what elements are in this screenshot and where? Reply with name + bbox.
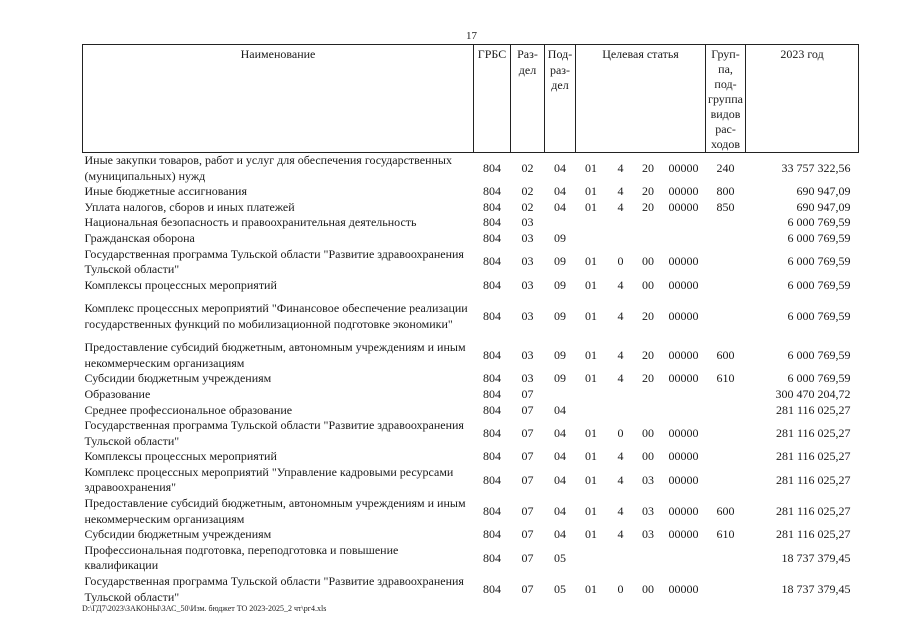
row-amount: 690 947,09 (796, 199, 851, 214)
row-target-subprogram (635, 215, 662, 231)
row-podrazdel: 09 (554, 371, 566, 386)
row-grbs: 804 (483, 402, 501, 417)
row-target-program: 01 (585, 503, 597, 518)
table-row (83, 465, 859, 496)
row-target-direction: 00000 (668, 308, 699, 323)
row-target-direction: 00000 (668, 371, 699, 386)
row-target-type: 4 (617, 184, 624, 199)
row-target-type: 0 (617, 581, 624, 596)
row-target-direction: 00000 (668, 160, 699, 175)
row-grbs: 804 (483, 472, 501, 487)
row-amount: 6 000 769,59 (787, 277, 851, 292)
table-row (83, 449, 859, 465)
row-grbs: 804 (483, 254, 501, 269)
row-target-program (576, 215, 607, 231)
row-grbs: 804 (483, 371, 501, 386)
table-body (83, 153, 859, 606)
row-name: Профессиональная подготовка, переподготовка и повышение квалификации (84, 542, 399, 573)
row-target-direction: 00000 (668, 277, 699, 292)
row-razdel: 03 (521, 347, 534, 362)
table-row (83, 403, 859, 419)
row-razdel: 03 (521, 308, 534, 323)
row-amount: 18 737 379,45 (781, 550, 851, 565)
row-target-subprogram: 03 (642, 503, 654, 518)
table-row (83, 340, 859, 371)
row-razdel: 03 (521, 215, 534, 230)
row-podrazdel: 04 (554, 402, 566, 417)
row-target-program (576, 231, 607, 247)
row-grbs: 804 (483, 308, 501, 323)
budget-table (82, 44, 859, 605)
table-row (83, 293, 859, 340)
row-amount: 281 116 025,27 (775, 503, 851, 518)
footer-file-path: D:\ГД7\2023\ЗАКОНЫ\ЗАС_50\Изм. бюджет ТО 2023-2025_2 чт\рг4.xls (82, 604, 327, 613)
row-expense-group: 600 (716, 347, 735, 362)
table-row (83, 247, 859, 278)
page-number: 17 (466, 30, 477, 42)
row-target-direction: 00000 (668, 184, 699, 199)
row-amount: 281 116 025,27 (775, 402, 851, 417)
row-name: Предоставление субсидий бюджетным, автономным учреждениям и иным некоммерческим организациям (84, 496, 466, 526)
row-target-direction (662, 387, 706, 403)
row-podrazdel: 09 (554, 230, 566, 245)
header-grbs: ГРБС (474, 45, 511, 153)
row-amount: 281 116 025,27 (775, 527, 851, 542)
row-target-direction (662, 231, 706, 247)
row-amount: 690 947,09 (796, 184, 851, 199)
row-expense-group (706, 278, 746, 294)
row-target-type: 4 (617, 449, 624, 464)
row-expense-group (706, 449, 746, 465)
header-year-2023: 2023 год (746, 45, 859, 153)
row-name: Государственная программа Тульской области "Развитие здравоохранения Тульской области" (84, 246, 464, 277)
row-grbs: 804 (483, 199, 501, 214)
row-razdel: 07 (521, 402, 534, 417)
row-podrazdel: 05 (554, 581, 566, 596)
row-target-direction: 00000 (668, 199, 699, 214)
table-row (83, 496, 859, 527)
row-target-direction: 00000 (668, 425, 699, 440)
row-amount: 300 470 204,72 (775, 386, 851, 401)
row-expense-group (706, 403, 746, 419)
row-target-program: 01 (585, 581, 597, 596)
row-podrazdel (545, 215, 576, 231)
row-expense-group (706, 247, 746, 278)
row-amount: 6 000 769,59 (787, 347, 851, 362)
row-target-type (607, 387, 635, 403)
row-name: Гражданская оборона (84, 230, 195, 245)
row-target-program: 01 (585, 160, 597, 175)
row-target-direction: 00000 (668, 472, 699, 487)
table-row (83, 574, 859, 605)
row-razdel: 07 (521, 449, 534, 464)
row-target-program: 01 (585, 449, 597, 464)
row-grbs: 804 (483, 386, 501, 401)
table-row (83, 278, 859, 294)
row-razdel: 07 (521, 386, 534, 401)
row-name: Комплексы процессных мероприятий (84, 277, 277, 292)
table-row (83, 418, 859, 449)
row-target-direction: 00000 (668, 581, 699, 596)
row-target-type (607, 403, 635, 419)
row-amount: 281 116 025,27 (775, 449, 851, 464)
row-target-program: 01 (585, 254, 597, 269)
row-target-type: 4 (617, 308, 624, 323)
row-target-subprogram: 00 (642, 425, 654, 440)
header-name: Наименование (83, 45, 474, 153)
row-name: Субсидии бюджетным учреждениям (84, 527, 272, 542)
row-target-program: 01 (585, 184, 597, 199)
row-expense-group (706, 465, 746, 496)
row-grbs: 804 (483, 503, 501, 518)
row-grbs: 804 (483, 550, 501, 565)
row-expense-group (706, 543, 746, 574)
row-name: Комплексы процессных мероприятий (84, 449, 277, 464)
row-target-program: 01 (585, 425, 597, 440)
row-amount: 6 000 769,59 (787, 230, 851, 245)
row-amount: 33 757 322,56 (781, 160, 851, 175)
row-expense-group: 600 (716, 503, 735, 518)
row-target-type: 4 (617, 527, 624, 542)
table-row (83, 527, 859, 543)
row-target-type: 4 (617, 347, 624, 362)
row-podrazdel: 04 (554, 472, 566, 487)
header-expense-group: Груп- па, под- группа видов рас- ходов (706, 45, 746, 153)
row-name: Государственная программа Тульской области "Развитие здравоохранения Тульской области" (84, 418, 464, 448)
row-amount: 6 000 769,59 (787, 371, 851, 386)
row-target-type: 4 (617, 199, 624, 214)
row-name: Предоставление субсидий бюджетным, автономным учреждениям и иным некоммерческим организациям (84, 340, 466, 370)
row-target-subprogram: 20 (642, 371, 654, 386)
row-razdel: 02 (521, 199, 534, 214)
table-row (83, 200, 859, 216)
row-target-subprogram: 20 (642, 184, 654, 199)
row-expense-group: 850 (716, 199, 735, 214)
row-podrazdel (545, 387, 576, 403)
table-row (83, 371, 859, 387)
table-row (83, 231, 859, 247)
row-target-program: 01 (585, 347, 597, 362)
row-expense-group: 610 (716, 371, 735, 386)
row-grbs: 804 (483, 215, 501, 230)
header-podrazdel: Под- раз- дел (545, 45, 576, 153)
row-podrazdel: 09 (554, 308, 566, 323)
row-expense-group (706, 231, 746, 247)
table-header-row (83, 45, 859, 153)
row-target-type: 4 (617, 503, 624, 518)
row-target-program: 01 (585, 472, 597, 487)
row-expense-group: 610 (716, 527, 735, 542)
row-amount: 6 000 769,59 (787, 254, 851, 269)
row-expense-group (706, 418, 746, 449)
row-target-type: 4 (617, 277, 624, 292)
row-target-direction: 00000 (668, 527, 699, 542)
row-target-subprogram (635, 403, 662, 419)
row-amount: 18 737 379,45 (781, 581, 851, 596)
table-row (83, 215, 859, 231)
row-razdel: 07 (521, 503, 534, 518)
row-grbs: 804 (483, 581, 501, 596)
row-grbs: 804 (483, 230, 501, 245)
row-target-subprogram: 00 (642, 449, 654, 464)
row-target-program: 01 (585, 277, 597, 292)
row-target-program: 01 (585, 371, 597, 386)
row-podrazdel: 04 (554, 160, 566, 175)
row-expense-group: 240 (716, 160, 735, 175)
row-target-subprogram: 00 (642, 254, 654, 269)
row-target-direction (662, 543, 706, 574)
row-target-program: 01 (585, 308, 597, 323)
row-name: Иные закупки товаров, работ и услуг для обеспечения государственных (муниципальных) нужд (84, 153, 452, 183)
row-expense-group (706, 293, 746, 340)
header-target-article: Целевая статья (576, 45, 706, 153)
row-name: Субсидии бюджетным учреждениям (84, 371, 272, 386)
row-razdel: 07 (521, 581, 534, 596)
table-row (83, 184, 859, 200)
row-amount: 281 116 025,27 (775, 425, 851, 440)
row-expense-group (706, 387, 746, 403)
row-grbs: 804 (483, 527, 501, 542)
row-grbs: 804 (483, 184, 501, 199)
row-expense-group (706, 574, 746, 605)
row-name: Комплекс процессных мероприятий "Управление кадровыми ресурсами здравоохранения" (84, 464, 454, 495)
row-podrazdel: 04 (554, 449, 566, 464)
row-target-direction: 00000 (668, 503, 699, 518)
row-name: Национальная безопасность и правоохранительная деятельность (84, 215, 417, 230)
row-name: Государственная программа Тульской области "Развитие здравоохранения Тульской области" (84, 574, 464, 604)
row-target-subprogram: 03 (642, 472, 654, 487)
row-name: Комплекс процессных мероприятий "Финансовое обеспечение реализации государственных функций по мобилизационной подготовке экономики" (84, 301, 468, 331)
row-target-subprogram (635, 231, 662, 247)
row-target-type (607, 215, 635, 231)
row-target-program (576, 543, 607, 574)
row-razdel: 03 (521, 254, 534, 269)
row-razdel: 03 (521, 371, 534, 386)
row-amount: 281 116 025,27 (775, 472, 851, 487)
row-target-type: 4 (617, 472, 624, 487)
row-podrazdel: 04 (554, 184, 566, 199)
row-target-subprogram (635, 387, 662, 403)
row-target-direction: 00000 (668, 449, 699, 464)
row-grbs: 804 (483, 347, 501, 362)
row-razdel: 07 (521, 425, 534, 440)
row-target-type: 4 (617, 160, 624, 175)
row-target-direction: 00000 (668, 347, 699, 362)
row-grbs: 804 (483, 277, 501, 292)
table-row (83, 543, 859, 574)
row-target-direction (662, 403, 706, 419)
row-amount: 6 000 769,59 (787, 308, 851, 323)
row-razdel: 07 (521, 527, 534, 542)
table-row (83, 153, 859, 185)
row-target-program: 01 (585, 527, 597, 542)
row-target-direction (662, 215, 706, 231)
row-expense-group: 800 (716, 184, 735, 199)
row-target-type: 4 (617, 371, 624, 386)
row-razdel: 02 (521, 160, 534, 175)
row-target-subprogram (635, 543, 662, 574)
row-grbs: 804 (483, 160, 501, 175)
row-podrazdel: 04 (554, 503, 566, 518)
row-podrazdel: 09 (554, 277, 566, 292)
row-target-type: 0 (617, 425, 624, 440)
row-target-subprogram: 20 (642, 199, 654, 214)
row-target-direction: 00000 (668, 254, 699, 269)
row-expense-group (706, 215, 746, 231)
row-razdel: 07 (521, 472, 534, 487)
row-podrazdel: 09 (554, 254, 566, 269)
row-target-type (607, 543, 635, 574)
row-grbs: 804 (483, 425, 501, 440)
table-row (83, 387, 859, 403)
row-target-subprogram: 20 (642, 160, 654, 175)
row-target-subprogram: 03 (642, 527, 654, 542)
row-amount: 6 000 769,59 (787, 215, 851, 230)
row-name: Иные бюджетные ассигнования (84, 184, 247, 199)
row-name: Среднее профессиональное образование (84, 402, 293, 417)
row-grbs: 804 (483, 449, 501, 464)
row-target-program: 01 (585, 199, 597, 214)
row-podrazdel: 04 (554, 425, 566, 440)
header-razdel: Раз- дел (511, 45, 545, 153)
row-target-type (607, 231, 635, 247)
row-podrazdel: 04 (554, 199, 566, 214)
row-target-subprogram: 00 (642, 581, 654, 596)
row-target-program (576, 403, 607, 419)
row-target-program (576, 387, 607, 403)
row-podrazdel: 04 (554, 527, 566, 542)
row-razdel: 03 (521, 277, 534, 292)
row-podrazdel: 05 (554, 550, 566, 565)
row-target-subprogram: 20 (642, 308, 654, 323)
row-target-subprogram: 00 (642, 277, 654, 292)
row-razdel: 03 (521, 230, 534, 245)
row-target-type: 0 (617, 254, 624, 269)
row-target-subprogram: 20 (642, 347, 654, 362)
row-podrazdel: 09 (554, 347, 566, 362)
row-razdel: 07 (521, 550, 534, 565)
row-razdel: 02 (521, 184, 534, 199)
row-name: Уплата налогов, сборов и иных платежей (84, 199, 295, 214)
row-name: Образование (84, 386, 151, 401)
